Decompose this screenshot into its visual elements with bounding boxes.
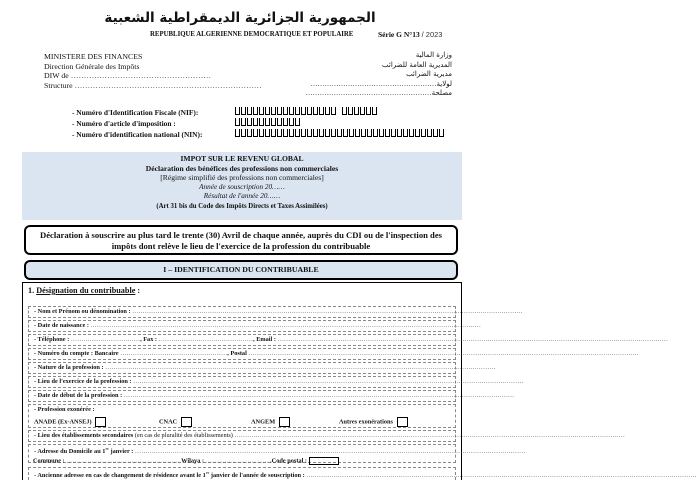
- address-block[interactable]: - Adresse du Domicile au 1er janvier : ……………………………………………………………………………………………………………………………………………………………………: [28, 444, 456, 463]
- declaration-year: Année de souscription 20……: [199, 182, 285, 191]
- ministry-label-arabic: وزارة المالية المديرية العامة للضرائب مديرية الضرائب لولاية……………………………………………… مصلحة………………………………………………: [305, 51, 452, 98]
- nin-label: - Numéro d'identification national (NIN):: [72, 130, 203, 139]
- row-account[interactable]: - Numéro du compte : Bancaire ……………………………………………, Postal ……………………………………………………………………………………………………………………………………………………………………: [28, 348, 456, 360]
- commune-row[interactable]: Commune : ……………………………………………… Wilaya : ………………………… .Code postal :: [33, 457, 453, 465]
- row-former-address[interactable]: - Ancienne adresse en cas de changement de résidence avant le 1er janvier de l'année de souscription : ……………………………………………………………………………………………………………………………………………………………………: [28, 467, 456, 480]
- autres-checkbox[interactable]: [397, 417, 408, 427]
- ministry-label: MINISTERE DES FINANCES Direction Générale des Impôts DIW de ……………………………………………… Structure ………………………………………………………………: [44, 52, 262, 90]
- exemption-label: - Profession exonérée :: [34, 406, 95, 413]
- row-name[interactable]: - Nom et Prénom ou dénomination : ……………………………………………………………………………………………………………………………………………………………………: [28, 306, 456, 318]
- row-start-date[interactable]: - Date de début de la profession : ……………………………………………………………………………………………………………………………………………………………………: [28, 390, 456, 402]
- anade-label: ANADE (Ex-ANSEJ): [34, 418, 92, 426]
- exemption-block: [28, 404, 456, 428]
- row-contact[interactable]: - Téléphone : ……………………………, Fax : ………………………………………, Email : ……………………………………………………………………………………………………………………………………………………………………: [28, 334, 456, 346]
- article-label: - Numéro d'article d'imposition :: [72, 119, 176, 128]
- cnac-label: CNAC: [159, 418, 178, 426]
- title-french: REPUBLIQUE ALGERIENNE DEMOCRATIQUE ET POPULAIRE: [150, 31, 354, 38]
- declaration-article: (Art 31 bis du Code des Impôts Directs et Taxes Assimilées): [156, 202, 328, 210]
- declaration-regime: [Régime simplifié des professions non commerciales]: [160, 173, 324, 182]
- anade-checkbox[interactable]: [95, 417, 106, 427]
- declaration-tax-title: IMPOT SUR LE REVENU GLOBAL: [180, 154, 304, 163]
- row-birthdate[interactable]: - Date de naissance : ……………………………………………………………………………………………………………………………………………………………………: [28, 320, 456, 332]
- angem-checkbox[interactable]: [279, 417, 290, 427]
- declaration-panel: [22, 152, 462, 220]
- nif-label: - Numéro d'Identification Fiscale (NIF):: [72, 108, 199, 117]
- row-lieu[interactable]: - Lieu de l'exercice de la profession : ……………………………………………………………………………………………………………………………………………………………………: [28, 376, 456, 388]
- cnac-checkbox[interactable]: [181, 417, 192, 427]
- nin-boxes[interactable]: [235, 129, 445, 137]
- deadline-notice: Déclaration à souscrire au plus tard le trente (30) Avril de chaque année, auprès du CDI ou de l'inspection des impôts dont relève le lieu de l'exercice de la profession du contribuable: [24, 225, 458, 255]
- declaration-result-year: Résultat de l'année 20……: [203, 192, 281, 200]
- row-secondary-establishments[interactable]: - Lieu des établissements secondaires (en cas de pluralité des établissements) ……………………………………………………………………………………………………………………………………………………………………: [28, 430, 456, 442]
- autres-label: Autres exonérations: [339, 418, 393, 426]
- row-nature[interactable]: - Nature de la profession : ……………………………………………………………………………………………………………………………………………………………………: [28, 362, 456, 374]
- section-title: I – IDENTIFICATION DU CONTRIBUABLE: [24, 260, 458, 280]
- nif-boxes[interactable]: [235, 107, 378, 115]
- article-boxes[interactable]: [235, 118, 301, 126]
- postal-code-box[interactable]: [309, 457, 339, 465]
- serie-label: Série G N°13 / 2023: [378, 30, 443, 39]
- subsection-title: 1. Désignation du contribuable :: [28, 286, 141, 295]
- declaration-title: Déclaration des bénéfices des professions non commerciales: [145, 163, 339, 173]
- angem-label: ANGEM: [251, 418, 276, 426]
- title-arabic: الجمهورية الجزائرية الديمقراطية الشعبية: [104, 10, 376, 26]
